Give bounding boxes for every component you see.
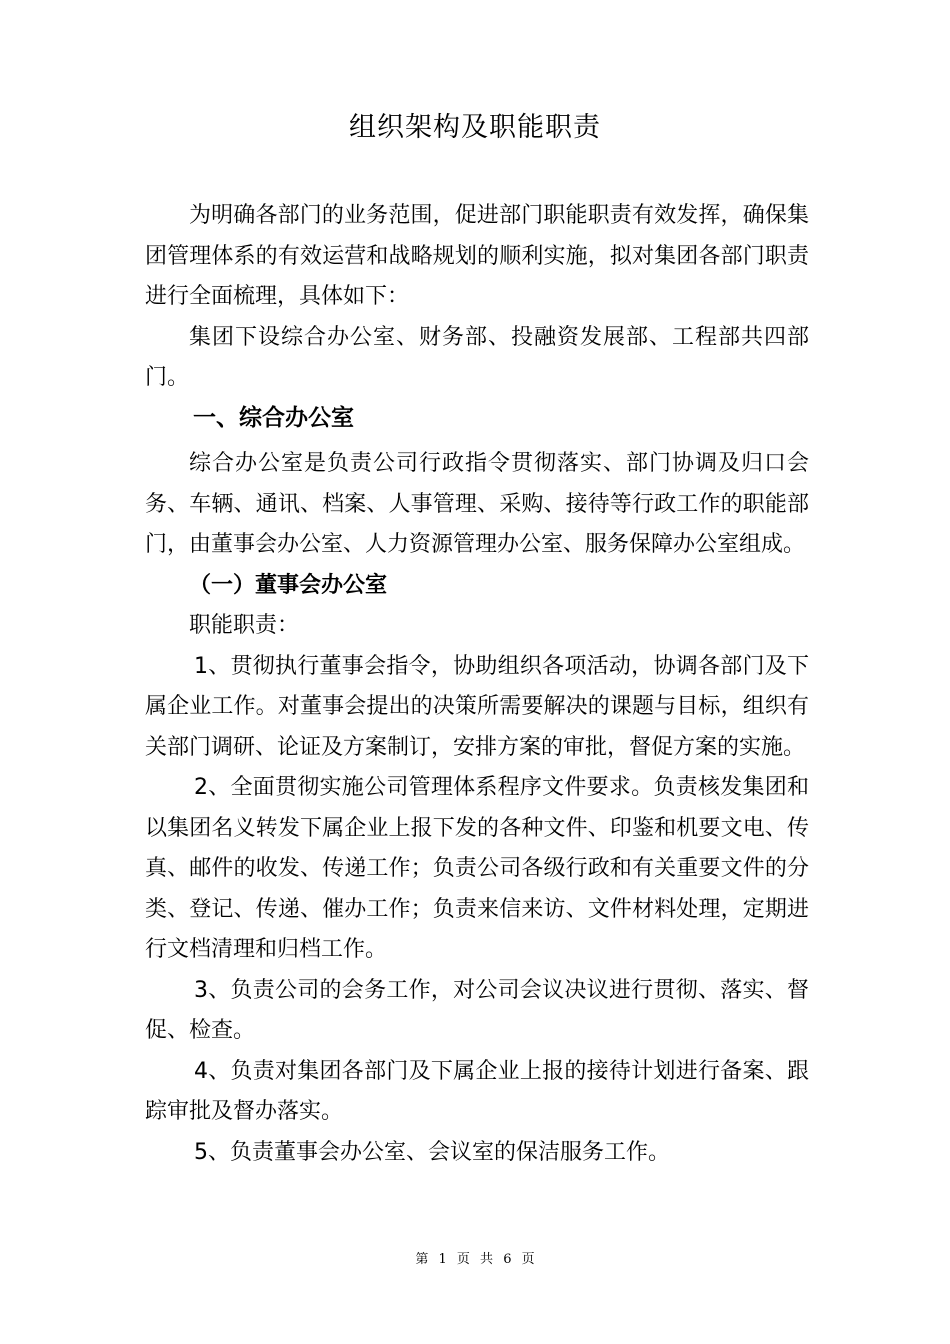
duty-item: 5、负责董事会办公室、会议室的保洁服务工作。 <box>194 1139 670 1165</box>
departments-summary: 集团下设综合办公室、财务部、投融资发展部、工程部共四部门。 <box>145 324 809 390</box>
duty-item: 3、负责公司的会务工作，对公司会议决议进行贯彻、落实、督促、检查。 <box>145 977 809 1043</box>
duty-item: 4、负责对集团各部门及下属企业上报的接待计划进行备案、跟踪审批及督办落实。 <box>145 1058 809 1124</box>
intro-paragraph: 为明确各部门的业务范围，促进部门职能职责有效发挥，确保集团管理体系的有效运营和战略规划的顺利实施，拟对集团各部门职责进行全面梳理，具体如下： <box>145 203 809 309</box>
duty-item: 2、全面贯彻实施公司管理体系程序文件要求。负责核发集团和以集团名义转发下属企业上报下发的各种文件、印鉴和机要文电、传真、邮件的收发、传递工作；负责公司各级行政和有关重要文件的分类、登记、传递、催办工作；负责来信来访、文件材料处理，定期进行文档清理和归档工作。 <box>145 775 809 962</box>
general-office-section <box>145 444 809 1173</box>
document-title: 组织架构及职能职责 <box>349 112 601 143</box>
subsection-heading-board-office: （一）董事会办公室 <box>189 572 388 598</box>
section-heading-general-office: 一、综合办公室 <box>193 405 354 431</box>
page-footer: 第 1 页 共 6 页 <box>415 1252 535 1267</box>
duty-item: 1、贯彻执行董事会指令，协助组织各项活动，协调各部门及下属企业工作。对董事会提出的决策所需要解决的课题与目标，组织有关部门调研、论证及方案制订，安排方案的审批，督促方案的实施。 <box>145 653 809 760</box>
intro-section <box>145 196 809 399</box>
section-description: 综合办公室是负责公司行政指令贯彻落实、部门协调及归口会务、车辆、通讯、档案、人事管理、采购、接待等行政工作的职能部门，由董事会办公室、人力资源管理办公室、服务保障办公室组成。 <box>145 451 809 557</box>
duties-label: 职能职责： <box>189 613 300 638</box>
